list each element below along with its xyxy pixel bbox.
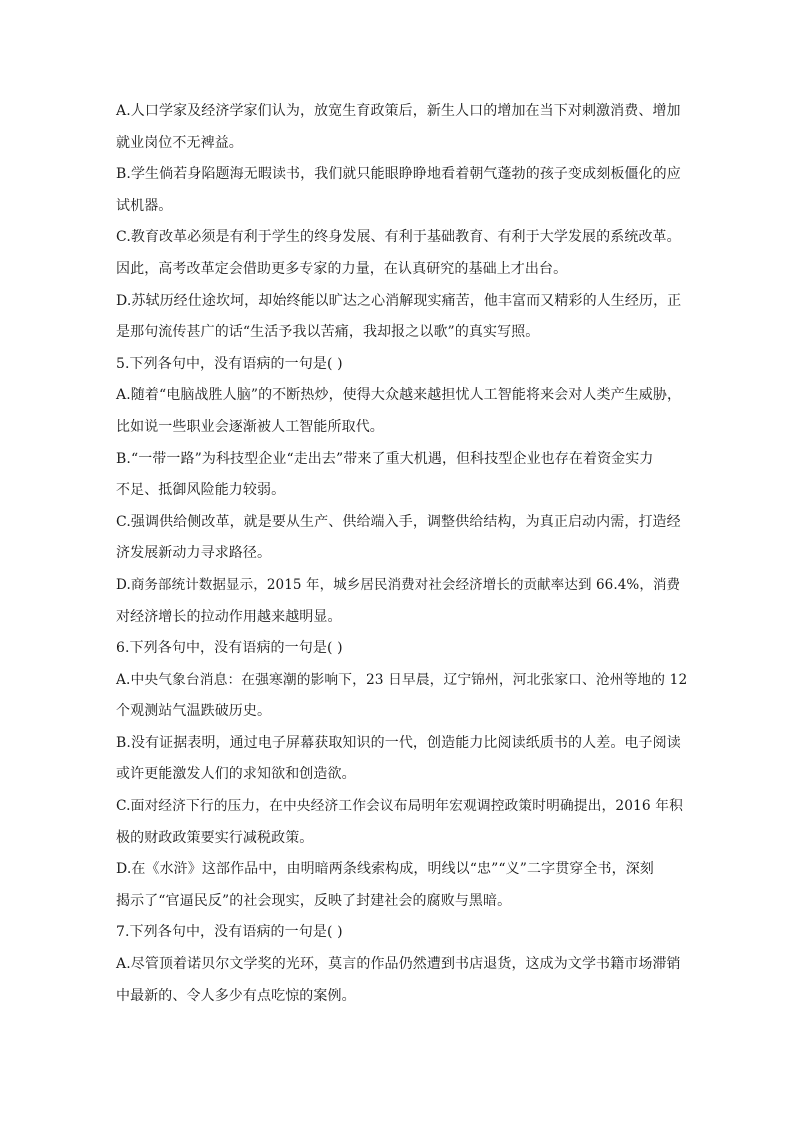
text-line: A.中央气象台消息：在强寒潮的影响下，23 日早晨，辽宁锦州，河北张家口、沧州等地的 12 bbox=[116, 671, 688, 688]
question-heading: 7.下列各句中，没有语病的一句是( ) bbox=[116, 924, 343, 941]
text-line: 因此，高考改革定会借助更多专家的力量，在认真研究的基础上才出台。 bbox=[116, 260, 568, 277]
text-line: A.尽管顶着诺贝尔文学奖的光环，莫言的作品仍然遭到书店退货，这成为文学书籍市场滞销 bbox=[116, 956, 681, 973]
text-line: 或许更能激发人们的求知欲和创造欲。 bbox=[116, 766, 356, 783]
text-line: B.没有证据表明，通过电子屏幕获取知识的一代，创造能力比阅读纸质书的人差。电子阅读 bbox=[116, 734, 681, 751]
text-line: 对经济增长的拉动作用越来越明显。 bbox=[116, 608, 342, 625]
text-line: 就业岗位不无裨益。 bbox=[116, 134, 243, 151]
text-line: C.教育改革必须是有利于学生的终身发展、有利于基础教育、有利于大学发展的系统改革。 bbox=[116, 229, 681, 246]
question-heading: 5.下列各句中，没有语病的一句是( ) bbox=[116, 355, 343, 372]
text-line: 揭示了“官逼民反”的社会现实，反映了封建社会的腐败与黑暗。 bbox=[116, 892, 512, 909]
text-line: C.面对经济下行的压力，在中央经济工作会议布局明年宏观调控政策时明确提出，2016 年积 bbox=[116, 798, 683, 815]
text-line: 中最新的、令人多少有点吃惊的案例。 bbox=[116, 987, 356, 1004]
text-line: B.学生倘若身陷题海无暇读书，我们就只能眼睁睁地看着朝气蓬勃的孩子变成刻板僵化的应 bbox=[116, 166, 681, 183]
text-line: D.商务部统计数据显示，2015 年，城乡居民消费对社会经济增长的贡献率达到 66.4%，消费 bbox=[116, 576, 681, 593]
text-line: 是那句流传甚广的话“生活予我以苦痛，我却报之以歌”的真实写照。 bbox=[116, 324, 540, 341]
text-line: A.随着“电脑战胜人脑”的不断热炒，使得大众越来越担忧人工智能将来会对人类产生威胁， bbox=[116, 387, 682, 404]
text-line: 极的财政政策要实行减税政策。 bbox=[116, 829, 314, 846]
text-line: 比如说一些职业会逐渐被人工智能所取代。 bbox=[116, 418, 384, 435]
document-body bbox=[116, 96, 688, 1012]
text-line: 个观测站气温跌破历史。 bbox=[116, 703, 272, 720]
text-line: A.人口学家及经济学家们认为，放宽生育政策后，新生人口的增加在当下对刺激消费、增加 bbox=[116, 103, 681, 119]
text-line: D.苏轼历经仕途坎坷，却始终能以旷达之心消解现实痛苦，他丰富而又精彩的人生经历，正 bbox=[116, 292, 682, 309]
text-line: 济发展新动力寻求路径。 bbox=[116, 545, 272, 562]
text-line: 不足、抵御风险能力较弱。 bbox=[116, 482, 286, 499]
question-heading: 6.下列各句中，没有语病的一句是( ) bbox=[116, 640, 343, 657]
text-line: 试机器。 bbox=[116, 197, 173, 214]
text-line: B.“一带一路”为科技型企业“走出去”带来了重大机遇，但科技型企业也存在着资金实力 bbox=[116, 450, 654, 467]
text-line: D.在《水浒》这部作品中，由明暗两条线索构成，明线以“忠”“义”二字贯穿全书，深刻 bbox=[116, 861, 654, 878]
text-line: C.强调供给侧改革，就是要从生产、供给端入手，调整供给结构，为真正启动内需，打造经 bbox=[116, 513, 681, 530]
